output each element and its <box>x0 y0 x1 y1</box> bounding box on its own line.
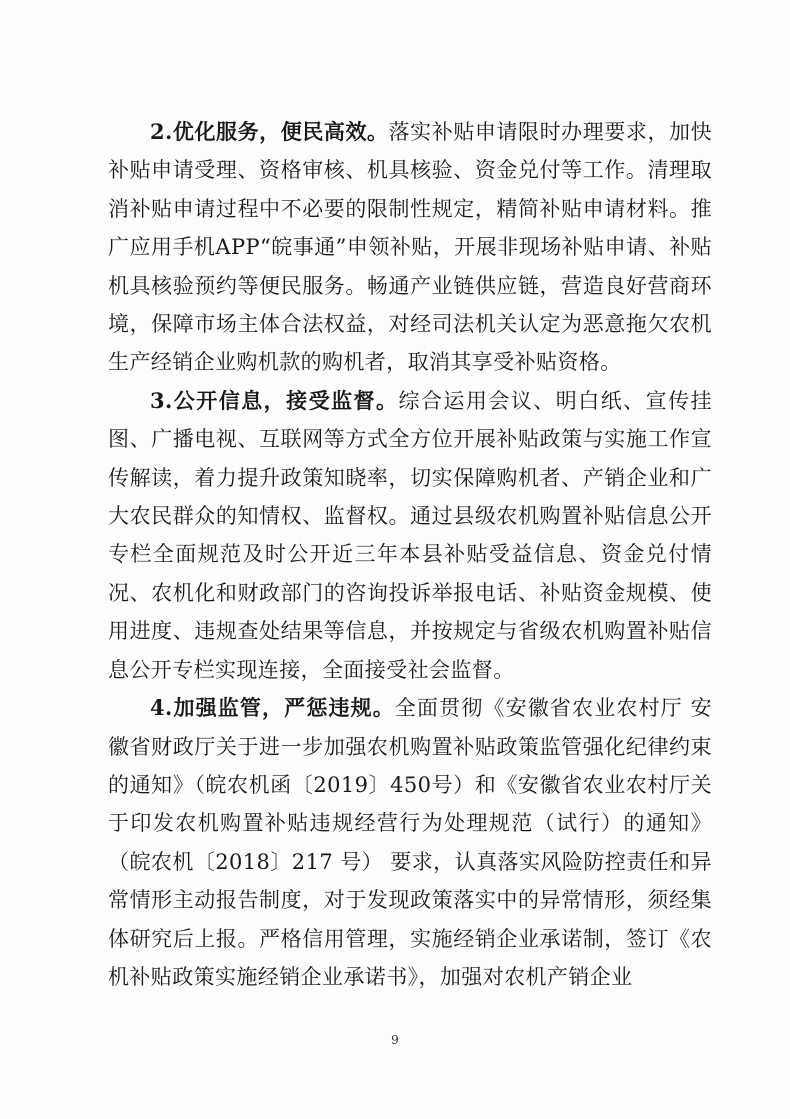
paragraph-optimize-service <box>108 113 712 382</box>
paragraph-body: 综合运用会议、明白纸、宣传挂图、广播电视、互联网等方式全方位开展补贴政策与实施工作宣传解读，着力提升政策知晓率，切实保障购机者、产销企业和广大农民群众的知情权、监督权。通过县级农机购置补贴信息公开专栏全面规范及时公开近三年本县补贴受益信息、资金兑付情况、农机化和财政部门的咨询投诉举报电话、补贴资金规模、使用进度、违规查处结果等信息，并按规定与省级农机购置补贴信息公开专栏实现连接，全面接受社会监督。 <box>108 388 712 682</box>
paragraph-heading: 4.加强监管，严惩违规。 <box>150 695 395 721</box>
paragraph-body: 全面贯彻《安徽省农业农村厅 安徽省财政厅关于进一步加强农机购置补贴政策监管强化纪律约束的通知》（皖农机函〔2019〕450号）和《安徽省农业农村厅关于印发农机购置补贴违规经营行为处理规范（试行）的通知》（皖农机〔2018〕217 号） 要求，认真落实风险防控责任和异常情形主动报告制度，对于发现政策落实中的异常情形，须经集体研究后上报。严格信用管理，实施经销企业承诺制，签订《农机补贴政策实施经销企业承诺书》，加强对农机产销企业 <box>108 696 712 989</box>
paragraph-heading: 3.公开信息，接受监督。 <box>150 387 399 413</box>
paragraph-public-information <box>108 382 712 689</box>
paragraph-heading: 2.优化服务，便民高效。 <box>150 119 389 144</box>
page-number: 9 <box>391 1033 399 1047</box>
paragraph-strengthen-supervision <box>108 689 712 996</box>
paragraph-body: 落实补贴申请限时办理要求，加快补贴申请受理、资格审核、机具核验、资金兑付等工作。清理取消补贴申请过程中不必要的限制性规定，精简补贴申请材料。推广应用手机APP“皖事通”申领补贴，开展非现场补贴申请、补贴机具核验预约等便民服务。畅通产业链供应链，营造良好营商环境，保障市场主体合法权益，对经司法机关认定为恶意拖欠农机生产经销企业购机款的购机者，取消其享受补贴资格。 <box>108 120 712 375</box>
body-text <box>108 113 712 996</box>
